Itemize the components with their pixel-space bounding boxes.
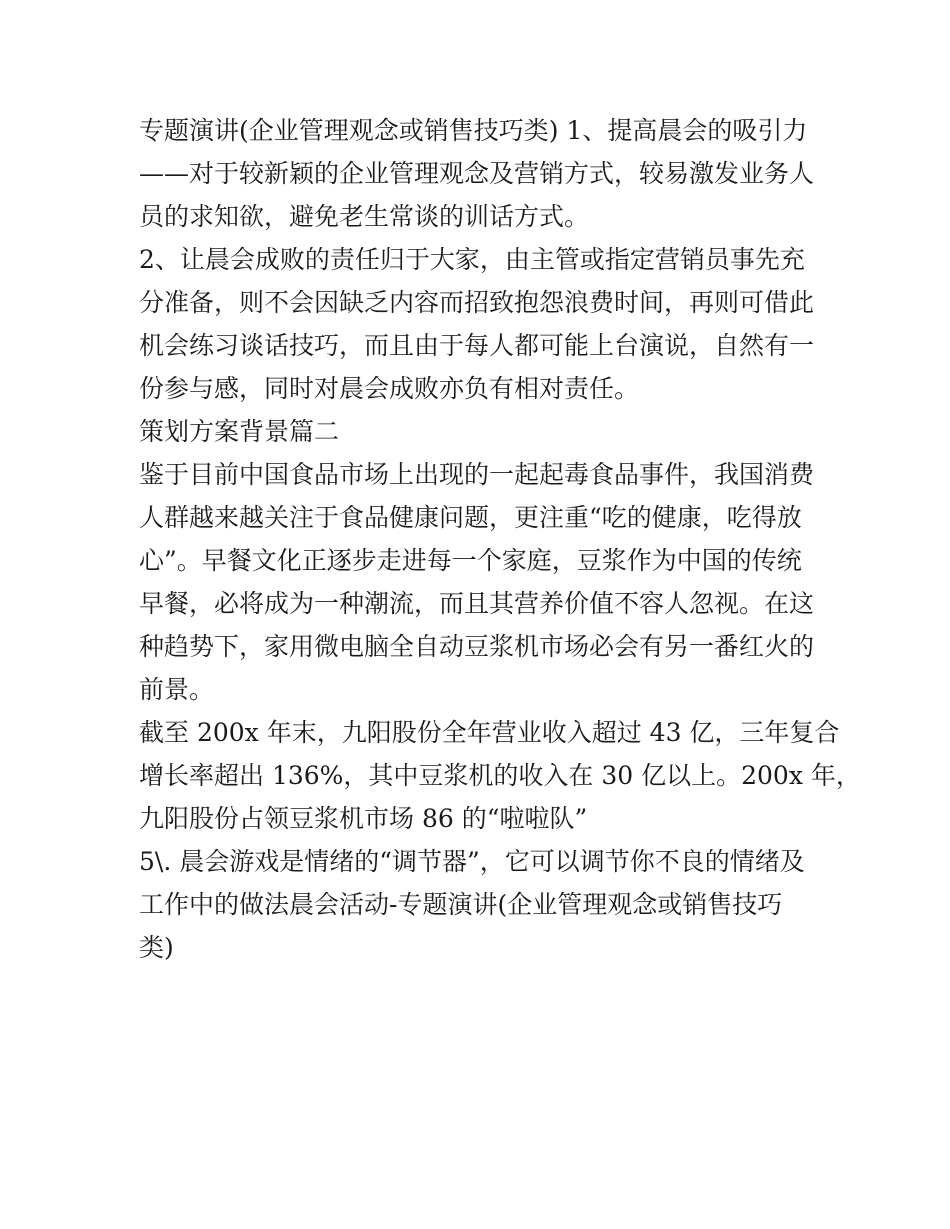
section-heading (139, 410, 819, 453)
paragraph-1 (139, 109, 819, 238)
heading-line: 策划方案背景篇二 (139, 417, 340, 446)
paragraph-2 (139, 238, 819, 410)
text-line: ——对于较新颖的企业管理观念及营销方式，较易激发业务人 (139, 159, 815, 188)
text-line: 份参与感，同时对晨会成败亦负有相对责任。 (139, 374, 640, 403)
text-line: 九阳股份占领豆浆机市场 86 的“啦啦队” (139, 804, 588, 833)
text-line: 工作中的做法晨会活动-专题演讲(企业管理观念或销售技巧 (139, 890, 783, 919)
paragraph-3 (139, 453, 819, 711)
text-line: 心”。早餐文化正逐步走进每一个家庭，豆浆作为中国的传统 (139, 546, 802, 575)
text-line: 前景。 (139, 675, 215, 704)
text-line: 2、让晨会成败的责任归于大家，由主管或指定营销员事先充 (139, 245, 805, 274)
paragraph-4 (139, 711, 861, 840)
text-line: 员的求知欲，避免老生常谈的训话方式。 (139, 202, 590, 231)
document-body (139, 109, 861, 969)
text-line: 鉴于目前中国食品市场上出现的一起起毒食品事件，我国消费 (139, 460, 815, 489)
text-line: 专题演讲(企业管理观念或销售技巧类) 1、提高晨会的吸引力 (139, 116, 808, 145)
text-line: 类) (139, 933, 174, 962)
text-line: 截至 200x 年末，九阳股份全年营业收入超过 43 亿，三年复合 (139, 718, 840, 747)
text-line: 种趋势下，家用微电脑全自动豆浆机市场必会有另一番红火的 (139, 632, 815, 661)
text-line: 分准备，则不会因缺乏内容而招致抱怨浪费时间，再则可借此 (139, 288, 815, 317)
text-line: 机会练习谈话技巧，而且由于每人都可能上台演说，自然有一 (139, 331, 815, 360)
text-line: 增长率超出 136%，其中豆浆机的收入在 30 亿以上。200x 年， (139, 761, 861, 790)
text-line: 5\. 晨会游戏是情绪的“调节器”，它可以调节你不良的情绪及 (139, 847, 805, 876)
text-line: 人群越来越关注于食品健康问题，更注重“吃的健康，吃得放 (139, 503, 802, 532)
paragraph-5 (139, 840, 819, 969)
text-line: 早餐，必将成为一种潮流，而且其营养价值不容人忽视。在这 (139, 589, 815, 618)
